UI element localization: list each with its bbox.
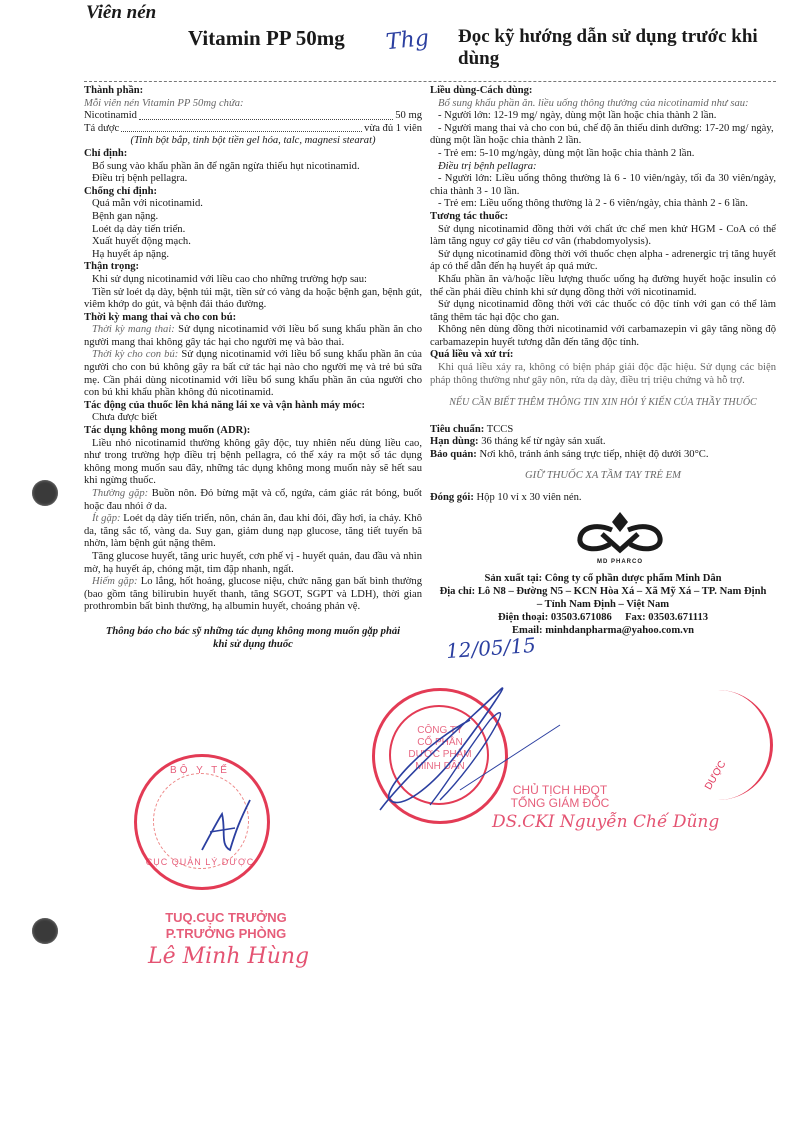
overdose-heading: Quá liều và xử trí: — [430, 349, 514, 361]
adr-common — [84, 488, 422, 513]
contraindications-heading: Chống chỉ định: — [84, 185, 158, 197]
adr-common-text: Buồn nôn. Đỏ bừng mặt và cổ, ngứa, cảm giác rát bỏng, buốt hoặc đau nhói ở da. — [84, 488, 422, 512]
contraindication-item: Xuất huyết động mạch. — [92, 236, 191, 248]
dosage-item: - Trẻ em: 5-10 mg/ngày, dùng một lần hoặc chia thành 2 lần. — [438, 147, 695, 159]
packaging-label: Đóng gói: — [430, 492, 474, 504]
punch-hole-top — [32, 480, 58, 506]
address-line1: Địa chỉ: Lô N8 – Đường N5 – KCN Hòa Xá – Xã Mỹ Xá – TP. Nam Định — [439, 586, 767, 597]
form-type: Viên nén — [86, 2, 157, 23]
signer-title-1: CHỦ TỊCH HĐQT — [512, 783, 608, 797]
interactions-heading: Tương tác thuốc: — [430, 210, 509, 222]
adr-notice-line1: Thông báo cho bác sỹ những tác dụng không mong muốn gặp phải — [105, 625, 401, 637]
standard-line — [430, 424, 776, 437]
ingredient-name: Nicotinamid — [84, 110, 137, 122]
composition-row — [84, 123, 422, 136]
ministry-signature — [190, 790, 270, 870]
consult-notice: NẾU CẦN BIẾT THÊM THÔNG TIN XIN HỎI Ý KIẾN CỦA THẦY THUỐC — [449, 397, 757, 409]
pellagra-item: - Trẻ em: Liều uống thông thường là 2 - 6 viên/ngày, chia thành 2 - 6 lần. — [438, 198, 748, 210]
adr-rare-label: Hiếm gặp: — [92, 576, 138, 588]
email: Email: minhdanpharma@yahoo.com.vn — [511, 625, 695, 636]
interaction-item: Sử dụng nicotinamid đồng thời với chất ức chế men khử HGM - CoA có thể làm tăng nguy cơ gây tiêu cơ vân (rhabdomyolysis). — [430, 223, 776, 248]
pregnancy-heading: Thời kỳ mang thai và cho con bú: — [84, 311, 237, 323]
ministry-signer-title-2: P.TRƯỞNG PHÒNG — [165, 926, 287, 941]
dosage-item: - Người mang thai và cho con bú, chế độ ăn thiếu dinh dưỡng: 17-20 mg/ ngày, dùng một lần hoặc chia thành 2 lần. — [430, 122, 774, 147]
indication-item: Điều trị bệnh pellagra. — [92, 173, 188, 185]
ministry-stamp-top: BỘ Y TẾ — [170, 765, 230, 776]
punch-hole-bottom — [32, 918, 58, 944]
adr-uncommon-2: Tăng glucose huyết, tăng uric huyết, cơn phế vị - huyết quản, đau đầu và nhìn mờ, hạ huyết áp, chóng mặt, tim đập nhanh, ngất. — [84, 550, 422, 575]
adr-uncommon — [84, 513, 422, 551]
storage-line — [430, 449, 776, 462]
left-column — [84, 85, 422, 651]
overdose-text: Khi quá liều xảy ra, không có biện pháp giải độc đặc hiệu. Sử dụng các biện pháp thông thường như gây nôn, rửa dạ dày, điều trị triệu chứng và hỗ trợ. — [430, 362, 776, 386]
excipients-note: (Tinh bột bắp, tinh bột tiền gel hóa, talc, magnesi stearat) — [130, 135, 376, 147]
composition-intro: Mỗi viên nén Vitamin PP 50mg chứa: — [84, 97, 244, 109]
handwritten-date: 12/05/15 — [445, 632, 537, 664]
adr-rare — [84, 576, 422, 614]
pregnancy-text: Sử dụng nicotinamid với liều bổ sung khẩu phần ăn cho người mang thai không gây tác hại cho người mẹ và bào thai. — [84, 324, 423, 348]
right-column — [430, 85, 776, 505]
storage-label: Bảo quản: — [430, 449, 477, 461]
storage-value: Nơi khô, tránh ánh sáng trực tiếp, nhiệt độ dưới 30°C. — [476, 449, 709, 461]
partial-stamp — [690, 690, 773, 800]
stamp-line: MINH DÂN — [415, 761, 465, 772]
composition-heading: Thành phần: — [84, 85, 144, 96]
pregnancy-label: Thời kỳ mang thai: — [92, 324, 175, 336]
stamp-line: CÔNG TY — [417, 725, 463, 736]
produced-at: Sản xuất tại: Công ty cổ phần dược phẩm Minh Dân — [484, 573, 722, 584]
dosage-heading: Liều dùng-Cách dùng: — [430, 85, 533, 96]
contraindication-item: Hạ huyết áp nặng. — [92, 248, 170, 260]
logo-caption: MD PHARCO — [597, 559, 643, 565]
precaution-item: Khi sử dụng nicotinamid với liều cao cho những trường hợp sau: — [92, 273, 368, 285]
initials-signature: Thg — [384, 25, 431, 56]
packaging-value: Hộp 10 vỉ x 30 viên nén. — [473, 492, 582, 504]
interaction-item: Không nên dùng đồng thời nicotinamid với carbamazepin vì gây tăng nồng độ carbamazepin huyết tương dẫn đến tăng độc tính. — [430, 324, 776, 348]
pregnancy-paragraph — [84, 324, 422, 349]
expiry-label: Hạn dùng: — [430, 436, 479, 448]
adr-common-label: Thường gặp: — [92, 488, 149, 499]
md-pharco-logo — [572, 510, 668, 566]
ministry-signer-title — [146, 910, 306, 942]
lactation-label: Thời kỳ cho con bú: — [92, 349, 179, 361]
expiry-value: 36 tháng kể từ ngày sản xuất. — [478, 436, 606, 448]
manufacturer-block — [430, 572, 776, 637]
precautions-heading: Thận trọng: — [84, 261, 140, 273]
interaction-item: Sử dụng nicotinamid đồng thời với các thuốc có độc tính với gan có thể làm tăng thêm tác hại độc cho gan. — [430, 299, 776, 323]
driving-text: Chưa được biết — [92, 412, 158, 424]
ingredient-name: Tá dược — [84, 122, 120, 134]
contraindication-item: Loét dạ dày tiến triển. — [92, 223, 186, 235]
ministry-signer-name: Lê Minh Hùng — [148, 944, 310, 969]
ministry-stamp-bottom: CỤC QUẢN LÝ DƯỢC — [145, 857, 255, 867]
lactation-paragraph — [84, 349, 422, 399]
standard-label: Tiêu chuẩn: — [430, 423, 485, 435]
adr-uncommon-label: Ít gặp: — [92, 513, 121, 525]
warning-title: Đọc kỹ hướng dẫn sử dụng trước khi dùng — [458, 26, 758, 69]
adr-notice-line2: khi sử dụng thuốc — [213, 638, 293, 650]
stamp-line: CỔ PHẦN — [417, 737, 463, 748]
adr-rare-text: Lo lắng, hốt hoảng, glucose niệu, chức năng gan bất bình thường (bao gồm tăng bilirubin huyết thanh, tăng SGOT, SGPT và LDH), thời gian prothrombin bất bình thường, hạ albumin huyết, choáng phản vệ. — [84, 576, 422, 613]
precaution-item: Tiền sử loét dạ dày, bệnh túi mật, tiền sử có vàng da hoặc bệnh gan, bệnh gút, viêm khớp do gút, và bệnh đái tháo đường. — [84, 286, 422, 311]
signer-title-2: TỔNG GIÁM ĐỐC — [510, 796, 610, 810]
packaging-line — [430, 492, 776, 505]
address-line2: – Tỉnh Nam Định – Việt Nam — [536, 599, 670, 610]
logo-icon — [572, 510, 668, 554]
product-title: Vitamin PP 50mg — [188, 26, 345, 50]
ingredient-amount: vừa đủ 1 viên — [364, 122, 422, 134]
contraindication-item: Quá mẫn với nicotinamid. — [92, 198, 203, 210]
expiry-line — [430, 436, 776, 449]
company-signer-title — [500, 784, 620, 810]
children-notice: GIỮ THUỐC XA TẦM TAY TRẺ EM — [525, 469, 681, 481]
interaction-item: Khẩu phần ăn và/hoặc liều lượng thuốc uống hạ đường huyết hoặc insulin có thể cần phải điều chỉnh khi sử dụng đồng thời với nicotinamid. — [430, 273, 776, 298]
ingredient-amount: 50 mg — [395, 110, 422, 122]
stamp-line: DƯỢC PHẨM — [408, 749, 472, 760]
partial-stamp-text: DƯỢC — [703, 759, 729, 792]
adr-intro: Liều nhỏ nicotinamid thường không gây độc, tuy nhiên nếu dùng liều cao, như trong trường hợp điều trị bệnh pellagra, có thể xảy ra một số tác dụng không mong muốn sau đây, những tác dụng không mong muốn này sẽ hết sau khi ngừng thuốc. — [84, 437, 422, 487]
pellagra-label: Điều trị bệnh pellagra: — [438, 160, 537, 172]
composition-row — [84, 110, 422, 123]
contraindication-item: Bệnh gan nặng. — [92, 210, 159, 222]
company-signer-name: DS.CKI Nguyễn Chế Dũng — [492, 812, 720, 832]
driving-heading: Tác động của thuốc lên khả năng lái xe và vận hành máy móc: — [84, 399, 366, 411]
adr-heading: Tác dụng không mong muốn (ADR): — [84, 425, 251, 437]
lactation-text: Sử dụng nicotinamid với liều bổ sung khẩu phần ăn của người cho con bú không gây ra bất cứ tác hại nào cho người mẹ và trẻ bú sữa mẹ. Cần phải dùng nicotinamid với liều bổ sung khẩu phần ăn của người cho con bú khi khẩu phần không đủ nicotinamid. — [84, 349, 423, 399]
standard-value: TCCS — [484, 423, 514, 435]
ministry-signer-title-1: TUQ.CỤC TRƯỞNG — [165, 910, 287, 925]
dosage-item: - Người lớn: 12-19 mg/ ngày, dùng một lần hoặc chia thành 2 lần. — [438, 110, 717, 122]
dosage-supplement-label: Bổ sung khẩu phần ăn. liều uống thông thường của nicotinamid như sau: — [438, 97, 749, 109]
indication-item: Bổ sung vào khẩu phần ăn để ngăn ngừa thiếu hụt nicotinamid. — [92, 160, 360, 172]
indications-heading: Chỉ định: — [84, 147, 128, 159]
adr-uncommon-text: Loét dạ dày tiến triển, nôn, chán ăn, đau khi đói, đầy hơi, ỉa chảy. Khô da, tăng sắc tố, vàng da. Suy gan, giảm dung nạp glucose, tăng tiết tuyến bã nhờn, làm bệnh gút nặng thêm. — [84, 513, 422, 550]
phone-fax: Điện thoại: 03503.671086 Fax: 03503.671113 — [497, 612, 709, 623]
header-divider — [84, 81, 776, 82]
pellagra-item: - Người lớn: Liều uống thông thường là 6 - 10 viên/ngày, tối đa 30 viên/ngày, chia thành 3 - 10 lần. — [430, 173, 776, 197]
interaction-item: Sử dụng nicotinamid đồng thời với thuốc chẹn alpha - adrenergic trị tăng huyết áp có thể dẫn đến hạ huyết áp quá mức. — [430, 248, 776, 273]
